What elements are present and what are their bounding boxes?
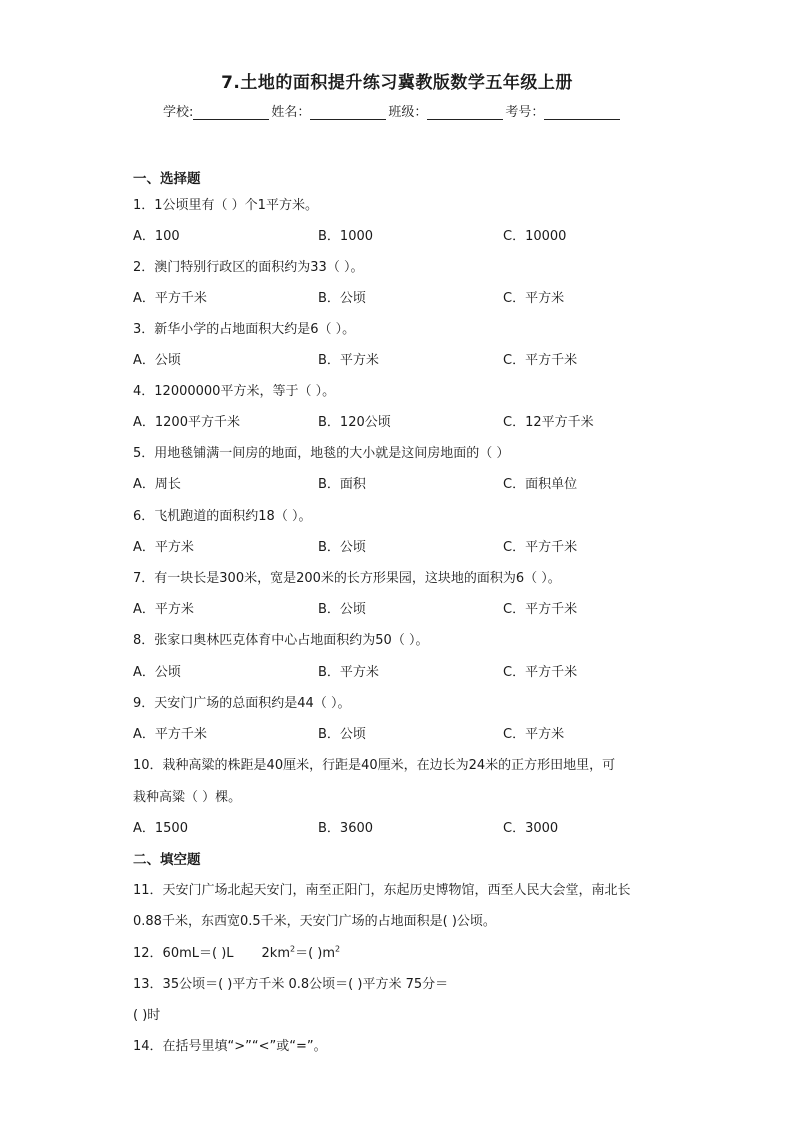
option-b[interactable]: B．平方米: [318, 665, 379, 680]
option-b[interactable]: B．3600: [318, 821, 374, 836]
class-label: 班级：: [388, 105, 428, 120]
option-a[interactable]: A．1200平方千米: [133, 415, 240, 430]
option-a[interactable]: A．平方米: [133, 602, 194, 617]
option-a[interactable]: A．1500: [133, 821, 188, 836]
option-a[interactable]: A．平方千米: [133, 727, 207, 742]
option-a[interactable]: A．公顷: [133, 665, 181, 680]
name-blank[interactable]: [310, 104, 386, 120]
question-12: [133, 942, 340, 961]
option-c[interactable]: C．平方千米: [503, 540, 578, 555]
option-c[interactable]: C．12平方千米: [503, 415, 594, 430]
question-13-line1: 13．35公顷＝( )平方千米 0.8公顷＝( )平方米 75分＝: [133, 977, 449, 992]
question-4: 4．12000000平方米，等于（ ）。: [133, 384, 336, 399]
option-c[interactable]: C．平方米: [503, 291, 565, 306]
question-13-line2: ( )时: [133, 1008, 161, 1023]
q12-sup2: 2: [335, 944, 341, 954]
question-10-line1: 10．栽种高粱的株距是40厘米，行距是40厘米，在边长为24米的正方形田地里，可: [133, 758, 616, 773]
question-10-line2: 栽种高粱（ ）棵。: [133, 790, 242, 805]
question-2: 2．澳门特别行政区的面积约为33（ ）。: [133, 260, 364, 275]
option-a[interactable]: A．公顷: [133, 353, 181, 368]
q12-part2b: ＝( )m: [295, 946, 336, 961]
name-label: 姓名：: [271, 105, 311, 120]
student-info: [163, 101, 622, 120]
page-title: 7.土地的面积提升练习冀教版数学五年级上册: [221, 73, 573, 93]
section-fill: 二、填空题: [133, 852, 201, 868]
option-c[interactable]: C．面积单位: [503, 477, 578, 492]
number-blank[interactable]: [544, 104, 620, 120]
question-5: 5．用地毯铺满一间房的地面，地毯的大小就是这间房地面的（ ）: [133, 446, 510, 461]
question-3: 3．新华小学的占地面积大约是6（ ）。: [133, 322, 356, 337]
option-b[interactable]: B．公顷: [318, 602, 366, 617]
question-9: 9．天安门广场的总面积约是44（ ）。: [133, 696, 351, 711]
question-11-line2: 0.88千米，东西宽0.5千米，天安门广场的占地面积是( )公顷。: [133, 914, 496, 929]
option-a[interactable]: A．平方千米: [133, 291, 207, 306]
option-b[interactable]: B．公顷: [318, 727, 366, 742]
question-8: 8．张家口奥林匹克体育中心占地面积约为50（ ）。: [133, 633, 429, 648]
q12-sup: 2: [289, 944, 296, 954]
option-b[interactable]: B．120公顷: [318, 415, 391, 430]
option-a[interactable]: A．平方米: [133, 540, 194, 555]
q12-part1: 12．60mL＝( )L: [133, 946, 234, 961]
option-b[interactable]: B．公顷: [318, 291, 366, 306]
question-7: 7．有一块长是300米，宽是200米的长方形果园，这块地的面积为6（ ）。: [133, 571, 561, 586]
section-choice: 一、选择题: [133, 171, 201, 187]
school-label: 学校:: [163, 105, 194, 120]
option-b[interactable]: B．平方米: [318, 353, 379, 368]
q12-part2a: 2km: [261, 946, 290, 961]
option-b[interactable]: B．公顷: [318, 540, 366, 555]
school-blank[interactable]: [193, 104, 269, 120]
option-c[interactable]: C．3000: [503, 821, 559, 836]
class-blank[interactable]: [427, 104, 503, 120]
question-14: 14．在括号里填“>”“<”或“=”。: [133, 1039, 327, 1054]
option-a[interactable]: A．100: [133, 229, 180, 244]
option-c[interactable]: C．10000: [503, 229, 567, 244]
option-c[interactable]: C．平方千米: [503, 602, 578, 617]
option-b[interactable]: B．1000: [318, 229, 374, 244]
question-11-line1: 11．天安门广场北起天安门，南至正阳门，东起历史博物馆，西至人民大会堂，南北长: [133, 883, 631, 898]
option-c[interactable]: C．平方米: [503, 727, 565, 742]
option-c[interactable]: C．平方千米: [503, 353, 578, 368]
option-b[interactable]: B．面积: [318, 477, 366, 492]
option-a[interactable]: A．周长: [133, 477, 181, 492]
number-label: 考号：: [505, 105, 545, 120]
question-1: 1．1公顷里有（ ）个1平方米。: [133, 198, 318, 213]
option-c[interactable]: C．平方千米: [503, 665, 578, 680]
question-6: 6．飞机跑道的面积约18（ ）。: [133, 509, 312, 524]
